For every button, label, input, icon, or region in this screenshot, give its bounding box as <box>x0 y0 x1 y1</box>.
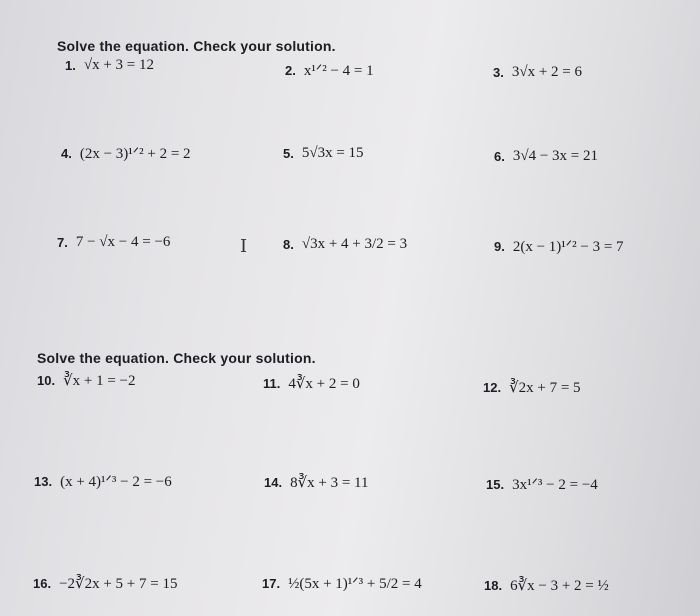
text-cursor-icon: I <box>240 236 248 257</box>
problem-2 <box>285 61 374 80</box>
problem-equation: 4∛x + 2 = 0 <box>288 376 360 392</box>
problem-equation: ½(5x + 1)¹ᐟ³ + 5/2 = 4 <box>288 576 422 592</box>
problem-equation: ∛2x + 7 = 5 <box>509 380 581 396</box>
problem-equation: 5√3x = 15 <box>301 145 364 161</box>
problem-4 <box>61 144 191 163</box>
problem-number: 18. <box>484 578 503 593</box>
problem-number: 5. <box>283 146 294 161</box>
problem-equation: (x + 4)¹ᐟ³ − 2 = −6 <box>60 474 172 490</box>
problem-number: 15. <box>486 477 505 492</box>
problem-10 <box>37 371 136 390</box>
problem-number: 8. <box>283 237 294 252</box>
problem-1 <box>65 57 154 74</box>
problem-11 <box>263 374 360 393</box>
problem-number: 16. <box>33 576 52 591</box>
problem-number: 14. <box>264 475 283 490</box>
problem-17 <box>262 574 422 593</box>
problem-equation: (2x − 3)¹ᐟ² + 2 = 2 <box>79 146 191 162</box>
problem-number: 17. <box>262 576 281 591</box>
problem-equation: 7 − √x − 4 = −6 <box>75 234 171 250</box>
problem-12 <box>483 378 581 397</box>
problem-3 <box>493 64 582 81</box>
problem-equation: 3√x + 2 = 6 <box>511 64 582 80</box>
problem-number: 4. <box>61 146 72 161</box>
problem-6 <box>494 148 598 165</box>
problem-16 <box>33 574 177 593</box>
problem-equation: 3x¹ᐟ³ − 2 = −4 <box>512 477 598 493</box>
problem-number: 13. <box>34 474 53 489</box>
problem-number: 7. <box>57 235 68 250</box>
problem-number: 10. <box>37 373 56 388</box>
problem-number: 11. <box>263 376 281 391</box>
problem-equation: 2(x − 1)¹ᐟ² − 3 = 7 <box>512 239 624 255</box>
problem-equation: ∛x + 1 = −2 <box>63 373 136 389</box>
problem-equation: 6∛x − 3 + 2 = ½ <box>510 578 609 594</box>
problem-number: 2. <box>285 63 296 78</box>
problem-equation: x¹ᐟ² − 4 = 1 <box>303 63 374 79</box>
problem-number: 9. <box>494 239 505 254</box>
problem-equation: 8∛x + 3 = 11 <box>290 475 369 491</box>
problem-number: 12. <box>483 380 502 395</box>
problem-14 <box>264 473 369 492</box>
problem-9 <box>494 237 624 256</box>
problem-7 <box>57 234 170 251</box>
problem-number: 6. <box>494 149 505 164</box>
problem-5 <box>283 145 364 162</box>
section1-heading: Solve the equation. Check your solution. <box>57 38 336 54</box>
problem-equation: √3x + 4 + 3/2 = 3 <box>301 236 408 252</box>
problem-equation: 3√4 − 3x = 21 <box>512 148 598 164</box>
section2-heading: Solve the equation. Check your solution. <box>37 350 316 366</box>
problem-equation: √x + 3 = 12 <box>83 57 154 73</box>
problem-equation: −2∛2x + 5 + 7 = 15 <box>59 576 178 592</box>
problem-13 <box>34 472 172 491</box>
problem-18 <box>484 576 609 595</box>
problem-number: 3. <box>493 65 504 80</box>
problem-15 <box>486 475 598 494</box>
problem-number: 1. <box>65 58 76 73</box>
problem-8 <box>283 236 407 253</box>
